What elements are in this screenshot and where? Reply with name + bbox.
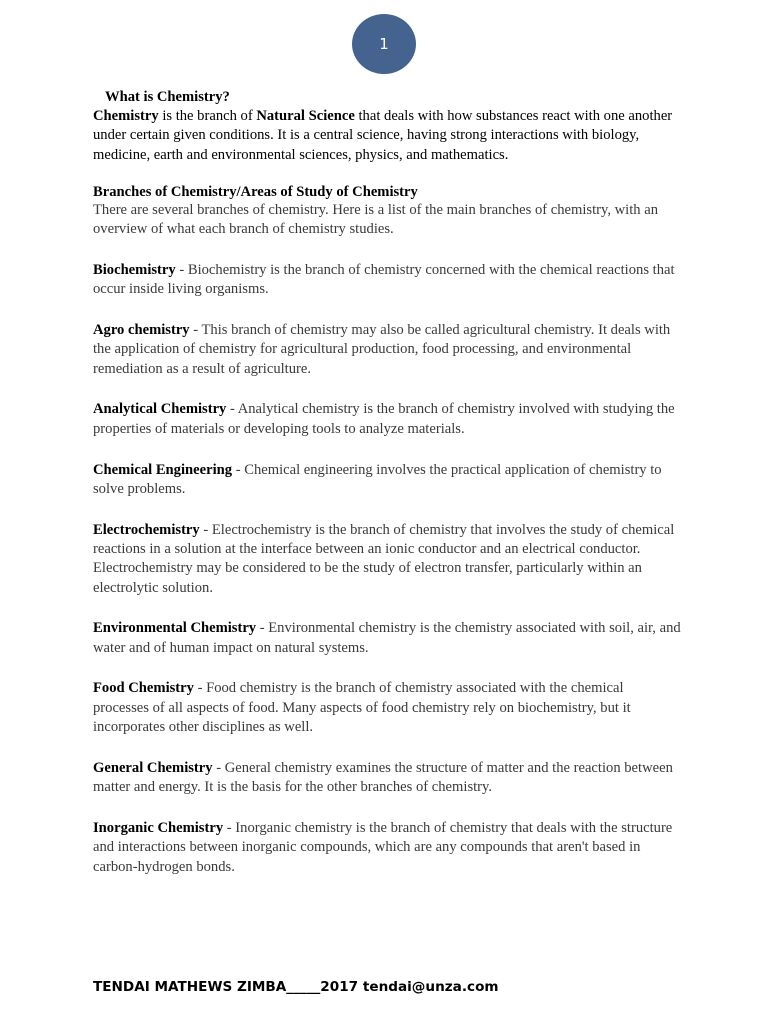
intro-text-2: that deals with how substances react with one another under certain given conditions. It is a central science, having strong interactions with biology, medicine, earth and environmental sciences, physics, and mathematics.	[93, 108, 673, 163]
intro-term-chemistry: Chemistry	[93, 108, 159, 124]
page-number: 1	[379, 35, 389, 53]
branch-term: Electrochemistry	[93, 521, 200, 538]
branch-electrochemistry	[93, 521, 683, 598]
branches-intro: There are several branches of chemistry. Here is a list of the main branches of chemistry, with an overview of what each branch of chemistry studies.	[93, 201, 659, 238]
branch-term: Environmental Chemistry	[93, 620, 257, 637]
branch-description: - Chemical engineering involves the practical application of chemistry to solve problems.	[93, 461, 662, 497]
branch-description: - General chemistry examines the structure of matter and the reaction between matter and energy. It is the basis for the other branches of chemistry.	[93, 759, 673, 796]
page-footer: TENDAI MATHEWS ZIMBA_____2017 tendai@unza.com	[93, 979, 499, 995]
branch-food-chemistry	[93, 679, 683, 737]
branch-environmental-chemistry	[93, 619, 683, 658]
branch-description: - This branch of chemistry may also be called agricultural chemistry. It deals with the application of chemistry for agricultural production, food processing, and environmental remediation as a result of agriculture.	[93, 322, 671, 377]
intro-paragraph	[93, 107, 683, 165]
branch-biochemistry	[93, 261, 683, 300]
branch-term: Analytical Chemistry	[93, 401, 227, 418]
branch-description: - Inorganic chemistry is the branch of chemistry that deals with the structure and interactions between inorganic compounds, which are any compounds that aren't based in carbon-hydrogen bonds.	[93, 819, 673, 875]
intro-title: What is Chemistry?	[105, 89, 230, 105]
branch-term: Inorganic Chemistry	[93, 819, 224, 836]
branch-description: - Biochemistry is the branch of chemistry concerned with the chemical reactions that occur inside living organisms.	[93, 261, 675, 298]
branch-term: General Chemistry	[93, 759, 213, 776]
document-body	[93, 88, 683, 877]
branch-agro-chemistry	[93, 321, 683, 379]
branches-heading: Branches of Chemistry/Areas of Study of Chemistry	[93, 183, 418, 200]
branch-analytical-chemistry	[93, 400, 683, 439]
branch-term: Biochemistry	[93, 261, 176, 278]
intro-term-natural-science: Natural Science	[256, 108, 355, 124]
branch-description: - Analytical chemistry is the branch of chemistry involved with studying the properties of materials or developing tools to analyze materials.	[93, 401, 675, 437]
page-number-badge	[352, 14, 416, 74]
branch-description: - Electrochemistry is the branch of chemistry that involves the study of chemical reactions in a solution at the interface between an ionic conductor and an electrical conductor. Electrochemistry may be considered to be the study of electron transfer, particularly within an electrolytic solution.	[93, 521, 675, 596]
branch-inorganic-chemistry	[93, 819, 683, 877]
intro-text-1: is the branch of	[158, 108, 257, 124]
branch-term: Food Chemistry	[93, 680, 194, 697]
branch-chemical-engineering	[93, 461, 683, 500]
branch-term: Chemical Engineering	[93, 461, 233, 478]
branch-general-chemistry	[93, 759, 683, 798]
branch-description: - Food chemistry is the branch of chemistry associated with the chemical processes of all aspects of food. Many aspects of food chemistry rely on biochemistry, but it incorporates other disciplines as well.	[93, 680, 631, 736]
branch-description: - Environmental chemistry is the chemistry associated with soil, air, and water and of human impact on natural systems.	[93, 620, 681, 656]
branch-term: Agro chemistry	[93, 322, 190, 339]
